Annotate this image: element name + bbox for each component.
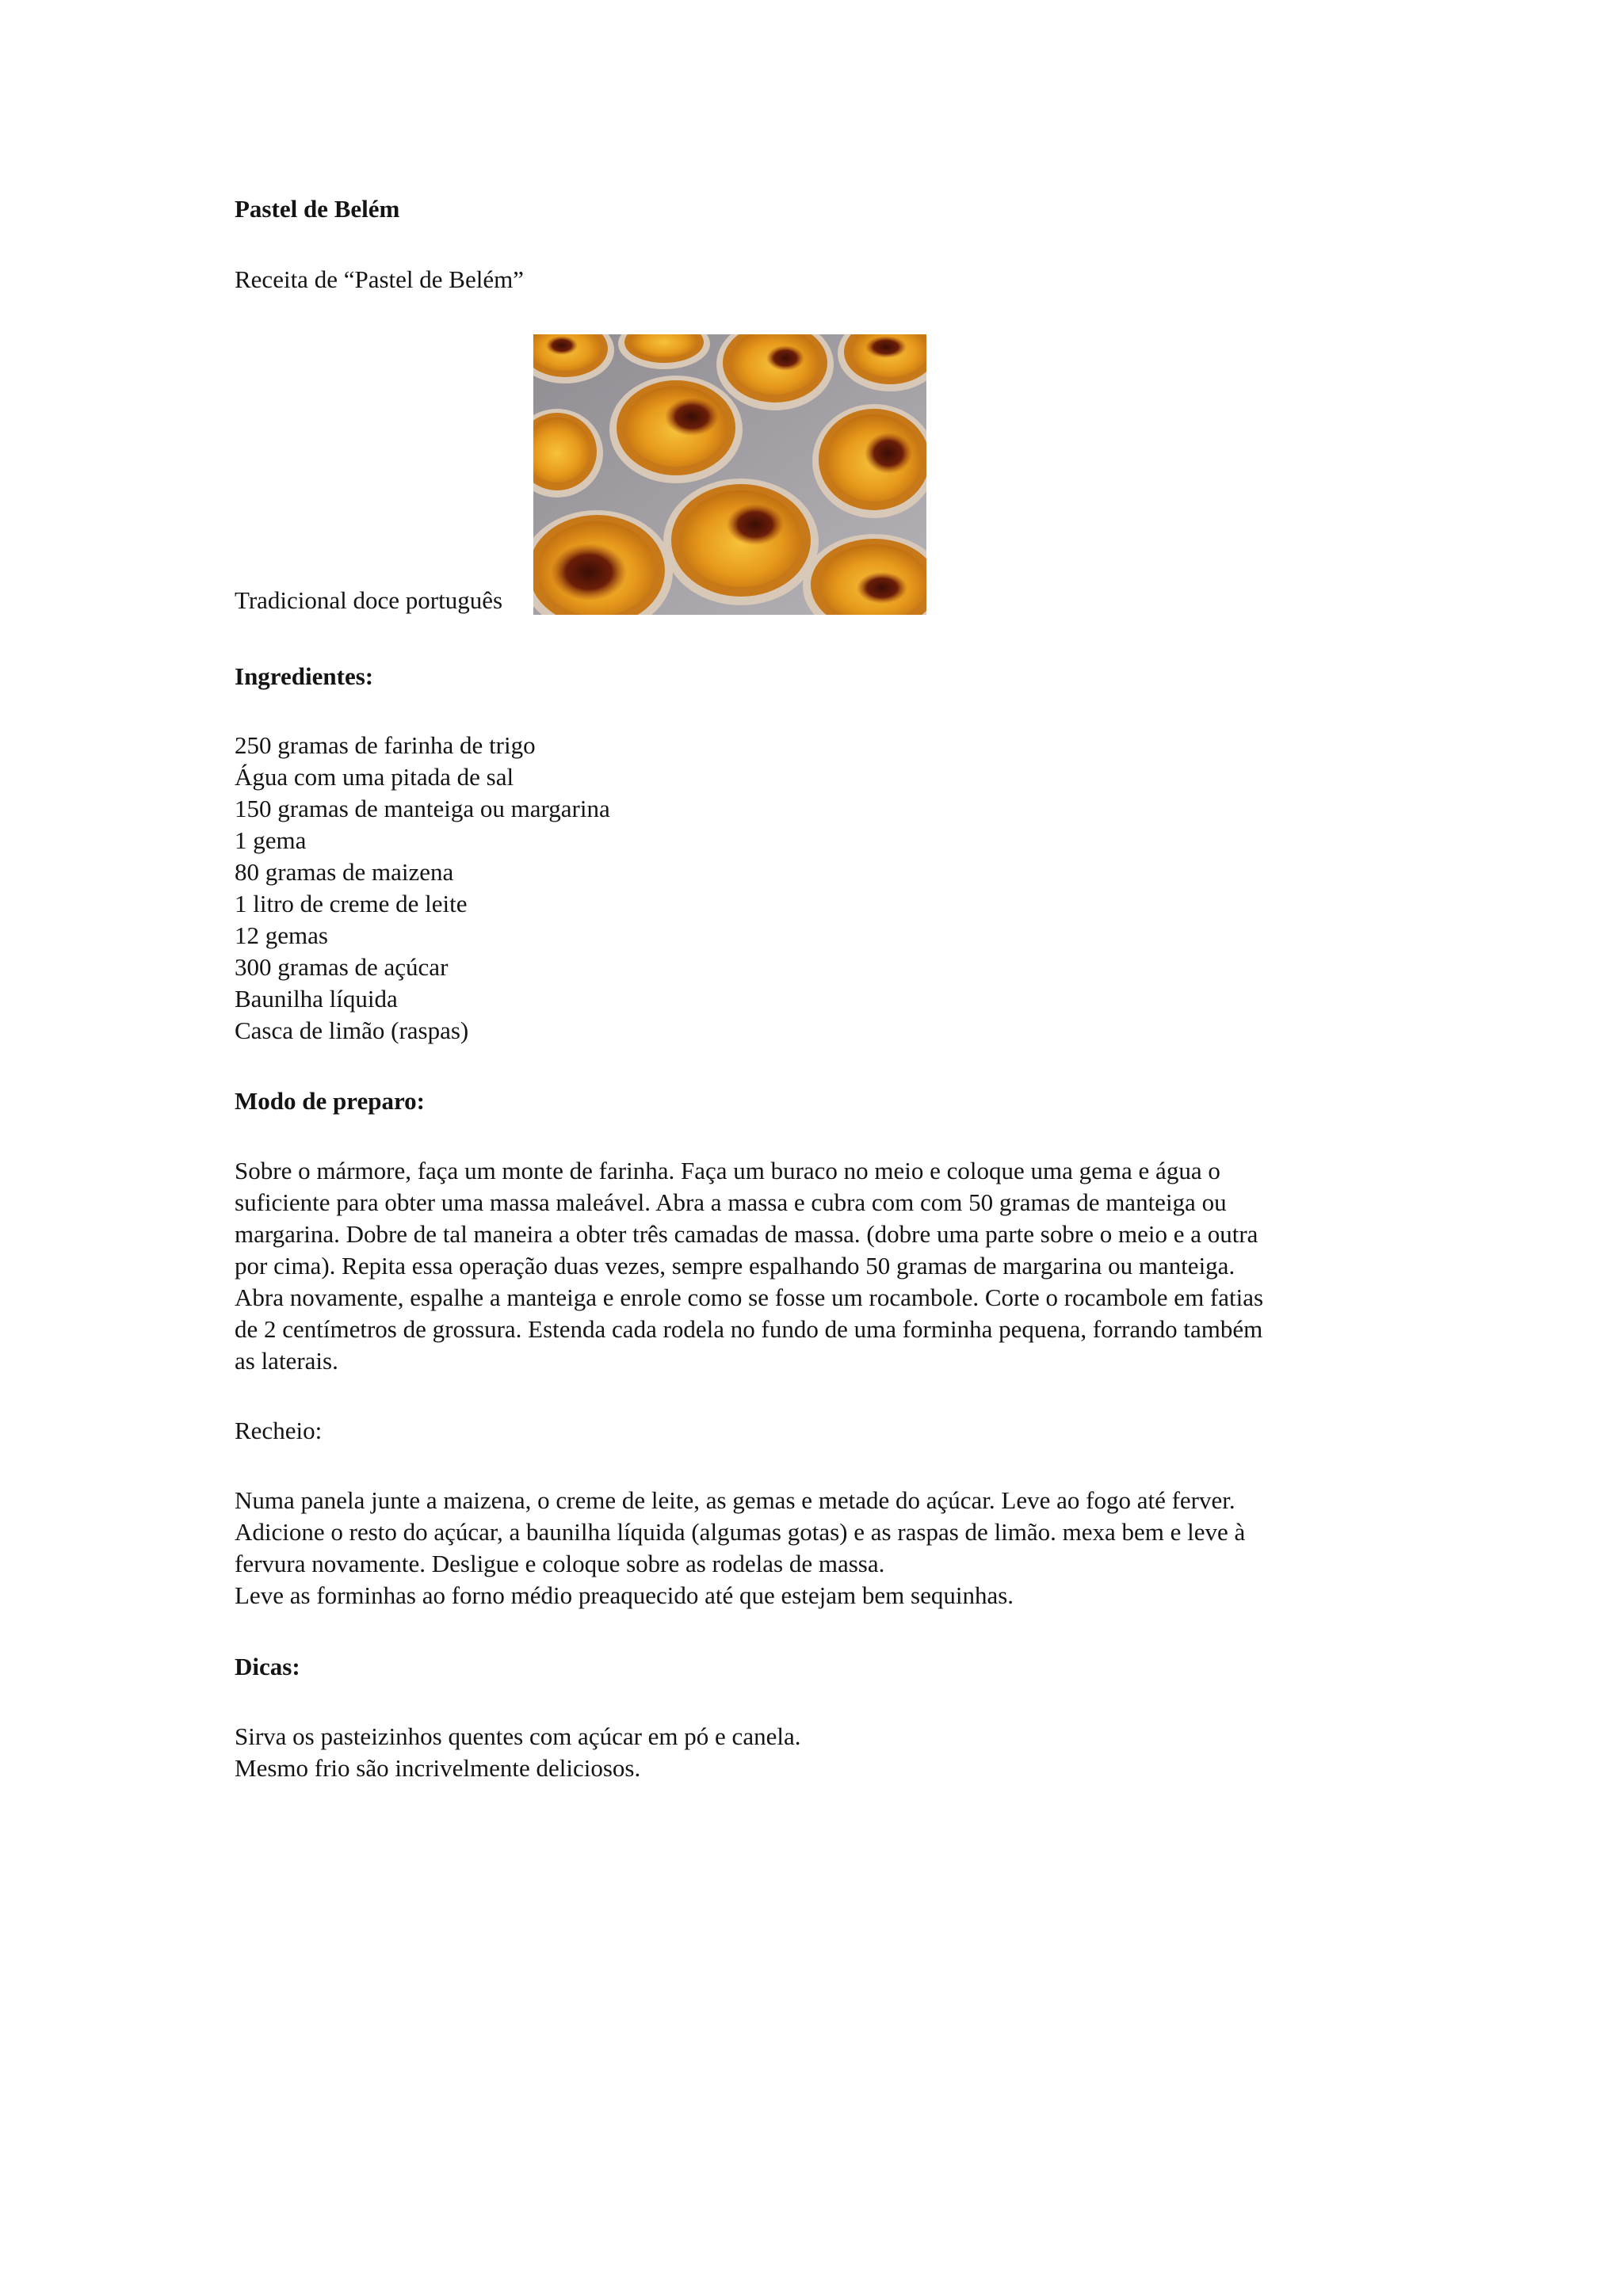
preparation-text [235, 1155, 1263, 1377]
paragraph-line: por cima). Repita essa operação duas vezes, sempre espalhando 50 gramas de margarina ou manteiga. [235, 1252, 1235, 1280]
filling-heading: Recheio: [235, 1417, 323, 1444]
paragraph-line: Mesmo frio são incrivelmente deliciosos. [235, 1754, 641, 1782]
paragraph-line: Sirva os pasteizinhos quentes com açúcar em pó e canela. [235, 1722, 801, 1750]
list-item: 12 gemas [235, 921, 328, 949]
list-item: Água com uma pitada de sal [235, 763, 514, 791]
list-item: 1 gema [235, 826, 307, 854]
list-item: 1 litro de creme de leite [235, 890, 468, 917]
ingredients-heading: Ingredientes: [235, 662, 374, 690]
recipe-subtitle: Receita de “Pastel de Belém” [235, 265, 524, 293]
filling-text [235, 1485, 1245, 1611]
image-caption: Tradicional doce português [235, 586, 503, 614]
paragraph-line: margarina. Dobre de tal maneira a obter três camadas de massa. (dobre uma parte sobre o meio e a outra [235, 1220, 1258, 1248]
preparation-heading: Modo de preparo: [235, 1087, 425, 1115]
paragraph-line: de 2 centímetros de grossura. Estenda cada rodela no fundo de uma forminha pequena, forrando também [235, 1315, 1263, 1343]
list-item: Baunilha líquida [235, 985, 398, 1013]
paragraph-line: as laterais. [235, 1347, 338, 1375]
list-item: 150 gramas de manteiga ou margarina [235, 795, 610, 822]
image-row [235, 334, 869, 615]
list-item: 250 gramas de farinha de trigo [235, 731, 536, 759]
paragraph-line: suficiente para obter uma massa maleável. Abra a massa e cubra com com 50 gramas de manteiga ou [235, 1188, 1227, 1216]
paragraph-line: Abra novamente, espalhe a manteiga e enrole como se fosse um rocambole. Corte o rocambole em fatias [235, 1283, 1264, 1311]
tips-text [235, 1721, 800, 1784]
ingredients-list [235, 730, 610, 1047]
tips-heading: Dicas: [235, 1653, 300, 1680]
paragraph-line: Adicione o resto do açúcar, a baunilha líquida (algumas gotas) e as raspas de limão. mexa bem e leve à [235, 1518, 1246, 1546]
pastel-de-belem-photo [533, 334, 926, 615]
paragraph-line: Sobre o mármore, faça um monte de farinha. Faça um buraco no meio e coloque uma gema e água o [235, 1157, 1220, 1184]
paragraph-line: fervura novamente. Desligue e coloque sobre as rodelas de massa. [235, 1550, 885, 1577]
recipe-title: Pastel de Belém [235, 195, 400, 223]
list-item: Casca de limão (raspas) [235, 1016, 469, 1044]
paragraph-line: Leve as forminhas ao forno médio preaquecido até que estejam bem sequinhas. [235, 1581, 1014, 1609]
list-item: 300 gramas de açúcar [235, 953, 449, 981]
paragraph-line: Numa panela junte a maizena, o creme de leite, as gemas e metade do açúcar. Leve ao fogo até ferver. [235, 1486, 1235, 1514]
list-item: 80 gramas de maizena [235, 858, 454, 886]
